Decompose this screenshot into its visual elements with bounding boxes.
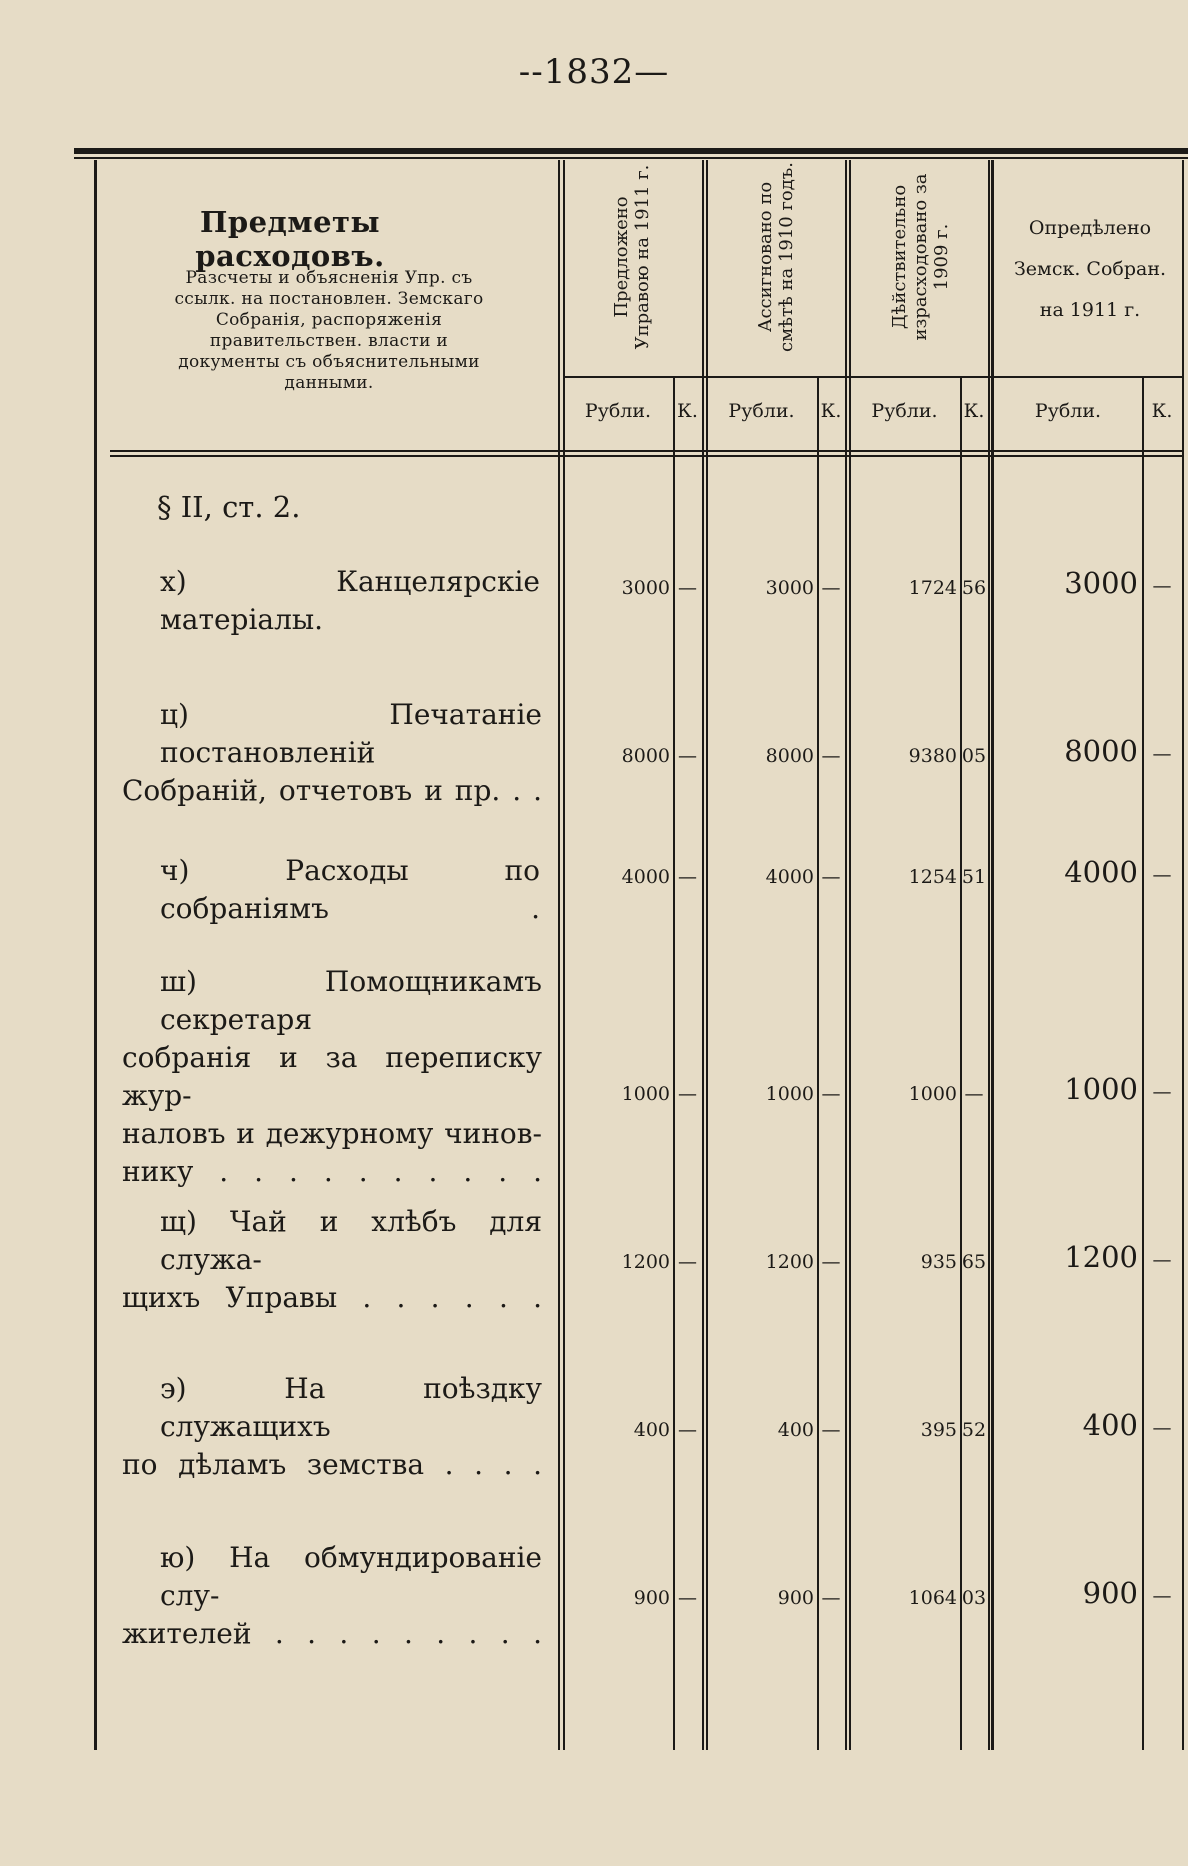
col-divider xyxy=(845,160,847,1750)
value-assigned: 3000 xyxy=(765,577,814,599)
header-assigned: Ассигновано по смѣтѣ на 1910 годъ. xyxy=(755,162,797,352)
value-proposed: 1200 xyxy=(621,1251,670,1273)
item-line: Собраній, отчетовъ и пр. . . xyxy=(122,774,542,807)
value-proposed-kop: — xyxy=(678,1419,697,1441)
value-assigned-kop: — xyxy=(821,577,841,599)
value-proposed: 900 xyxy=(633,1587,670,1609)
item-line: ц) Печатаніе постановленій xyxy=(160,698,542,769)
value-proposed-kop: — xyxy=(678,1083,697,1105)
value-assigned-kop: — xyxy=(821,1587,841,1609)
value-determined-kop: — xyxy=(1152,864,1172,886)
value-assigned: 900 xyxy=(777,1587,814,1609)
value-assigned-kop: — xyxy=(821,745,841,767)
value-actual-kop: 65 xyxy=(961,1251,987,1273)
header-bottom-rule xyxy=(110,455,1183,457)
header-bottom-rule xyxy=(110,450,1183,452)
value-proposed: 3000 xyxy=(621,577,670,599)
item-line: ю) На обмундированіе слу- xyxy=(160,1541,542,1612)
value-assigned: 8000 xyxy=(765,745,814,767)
value-actual: 1724 xyxy=(908,577,957,599)
value-proposed: 400 xyxy=(633,1419,670,1441)
item-line: щ) Чай и хлѣбъ для служа- xyxy=(160,1205,542,1276)
item-line: э) На поѣздку служащихъ xyxy=(160,1372,542,1443)
unit-kop: К. xyxy=(1151,400,1173,422)
header-determined-line: Земск. Собран. xyxy=(1013,258,1167,280)
value-assigned-kop: — xyxy=(821,1251,841,1273)
item-line: наловъ и дежурному чинов- xyxy=(122,1117,542,1150)
col-divider xyxy=(706,160,708,1750)
value-determined: 900 xyxy=(1082,1576,1138,1610)
value-determined-kop: — xyxy=(1152,743,1172,765)
unit-row-rule xyxy=(563,376,1183,378)
value-proposed-kop: — xyxy=(678,1251,697,1273)
value-determined-kop: — xyxy=(1152,1417,1172,1439)
item-line: собранія и за переписку жур- xyxy=(122,1041,542,1112)
item-line: ч) Расходы по собраніямъ . xyxy=(160,854,540,925)
item-text xyxy=(122,963,542,1191)
item-line: жителей . . . . . . . . . xyxy=(122,1617,542,1650)
value-proposed-kop: — xyxy=(678,745,697,767)
value-determined: 8000 xyxy=(1064,734,1138,768)
value-determined: 1000 xyxy=(1064,1072,1138,1106)
value-actual-kop: — xyxy=(964,1083,984,1105)
unit-kop: К. xyxy=(820,400,842,422)
value-proposed: 8000 xyxy=(621,745,670,767)
unit-rubles: Рубли. xyxy=(871,400,938,422)
col-divider xyxy=(558,160,560,1750)
header-determined xyxy=(995,208,1185,331)
header-actual: Дѣйствительно израсходовано за 1909 г. xyxy=(888,173,952,341)
item-line: по дѣламъ земства . . . . xyxy=(122,1448,542,1481)
value-actual-kop: 56 xyxy=(961,577,987,599)
header-proposed: Предложено Управою на 1911 г. xyxy=(611,164,653,350)
value-assigned-kop: — xyxy=(821,1083,841,1105)
unit-rubles: Рубли. xyxy=(584,400,652,422)
value-proposed: 4000 xyxy=(621,866,670,888)
col-divider xyxy=(849,160,851,1750)
value-assigned: 1000 xyxy=(765,1083,814,1105)
value-actual: 9380 xyxy=(908,745,957,767)
unit-rubles: Рубли. xyxy=(1034,400,1102,422)
value-actual-kop: 51 xyxy=(961,866,987,888)
value-proposed-kop: — xyxy=(678,577,697,599)
value-determined: 400 xyxy=(1082,1408,1138,1442)
value-determined: 4000 xyxy=(1064,855,1138,889)
item-text xyxy=(122,1370,542,1484)
header-description: Разсчеты и объясненія Упр. съ ссылк. на постановлен. Земскаго Собранія, распоряженія правительствен. власти и документы съ объяснительными данными. xyxy=(174,268,484,393)
item-text xyxy=(122,696,542,810)
col-divider xyxy=(563,160,565,1750)
value-actual: 395 xyxy=(920,1419,957,1441)
item-line: х) Канцелярскіе матеріалы. xyxy=(160,565,540,636)
value-proposed-kop: — xyxy=(678,1587,697,1609)
col-divider xyxy=(991,160,994,1750)
value-determined-kop: — xyxy=(1152,1585,1172,1607)
value-determined: 3000 xyxy=(1064,566,1138,600)
item-text xyxy=(160,563,540,639)
value-actual: 935 xyxy=(920,1251,957,1273)
header-determined-line: на 1911 г. xyxy=(1039,299,1141,321)
table-border-left xyxy=(94,160,97,1750)
value-assigned-kop: — xyxy=(821,1419,841,1441)
value-determined: 1200 xyxy=(1064,1240,1138,1274)
value-determined-kop: — xyxy=(1152,1249,1172,1271)
value-assigned: 4000 xyxy=(765,866,814,888)
header-title: Предметы расходовъ. xyxy=(195,205,385,273)
value-actual-kop: 52 xyxy=(961,1419,987,1441)
value-actual-kop: 03 xyxy=(961,1587,987,1609)
item-line: ш) Помощникамъ секретаря xyxy=(160,965,542,1036)
unit-rubles: Рубли. xyxy=(728,400,795,422)
value-determined-kop: — xyxy=(1152,575,1172,597)
item-text xyxy=(122,1203,542,1317)
value-actual-kop: 05 xyxy=(961,745,987,767)
value-assigned-kop: — xyxy=(821,866,841,888)
unit-kop: К. xyxy=(677,400,698,422)
item-line: щихъ Управы . . . . . . xyxy=(122,1281,542,1314)
value-assigned: 400 xyxy=(777,1419,814,1441)
unit-kop: К. xyxy=(963,400,985,422)
value-actual: 1000 xyxy=(908,1083,957,1105)
item-text xyxy=(160,852,540,928)
col-divider xyxy=(988,160,990,1750)
col-divider xyxy=(702,160,704,1750)
item-line: нику . . . . . . . . . . xyxy=(122,1155,542,1188)
value-determined-kop: — xyxy=(1152,1081,1172,1103)
value-proposed-kop: — xyxy=(678,866,697,888)
value-proposed: 1000 xyxy=(621,1083,670,1105)
value-actual: 1064 xyxy=(908,1587,957,1609)
header-determined-line: Опредѣлено xyxy=(1028,217,1152,239)
value-actual: 1254 xyxy=(908,866,957,888)
table-border-right xyxy=(1182,160,1184,1750)
page-number: --1832— xyxy=(518,52,670,92)
section-label: § II, ст. 2. xyxy=(157,490,301,524)
item-text xyxy=(122,1539,542,1653)
value-assigned: 1200 xyxy=(765,1251,814,1273)
